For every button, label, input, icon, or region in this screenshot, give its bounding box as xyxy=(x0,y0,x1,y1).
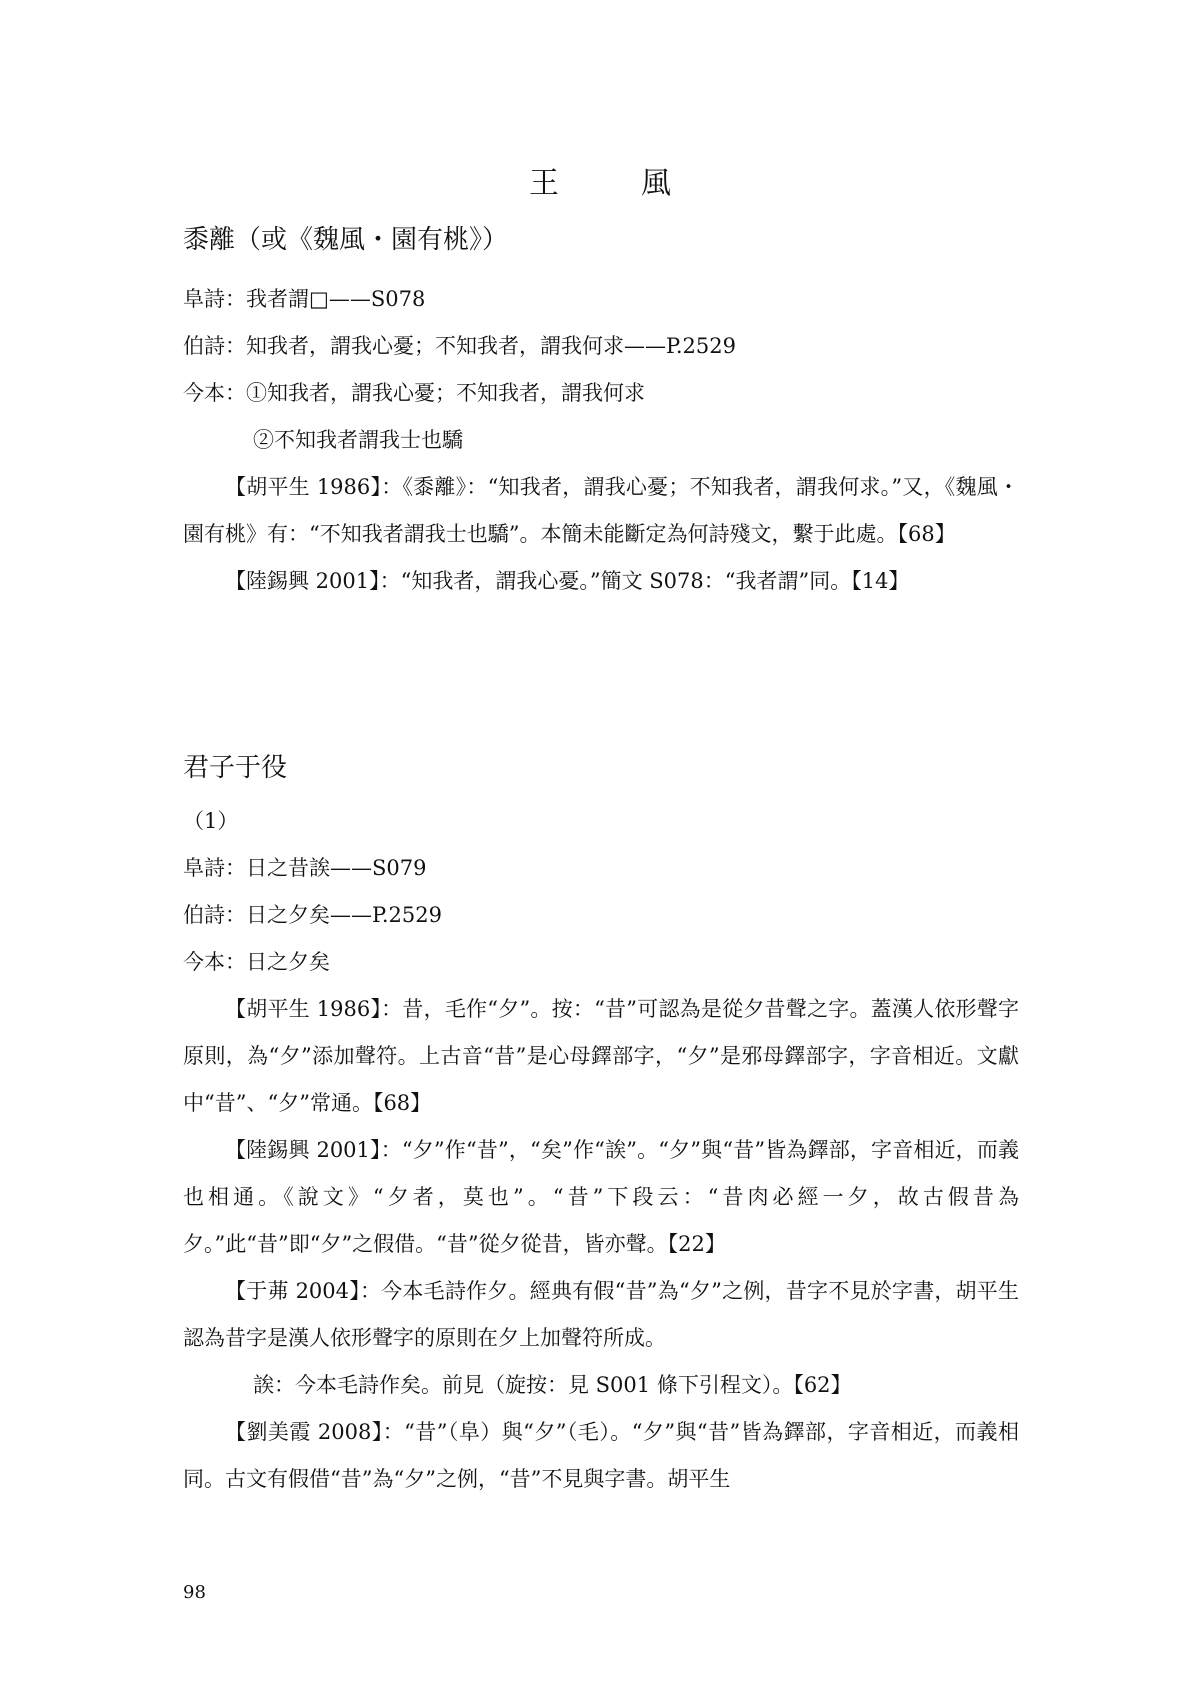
page-title: 王 風 xyxy=(529,166,697,201)
commentary-yu-2004-cont: 誒：今本毛詩作矣。前見（旋按：見 S001 條下引程文）。【62】 xyxy=(253,1373,852,1397)
bo-shi-line: 伯詩：知我者，謂我心憂；不知我者，謂我何求——P.2529 xyxy=(183,334,736,358)
fu-shi-line: 阜詩：我者謂□——S078 xyxy=(183,287,426,311)
section-shuli xyxy=(183,222,1019,605)
jin-ben-line: 今本：①知我者，謂我心憂；不知我者，謂我何求 xyxy=(183,381,645,405)
commentary-hu-1986: 【胡平生 1986】：《黍離》：“知我者，謂我心憂；不知我者，謂我何求。”又，《魏風・園有桃》有：“不知我者謂我士也驕”。本簡未能斷定為何詩殘文，繫于此處。【68】 xyxy=(183,475,1019,546)
section-heading-shuli: 黍離（或《魏風・園有桃》） xyxy=(183,225,509,255)
commentary-hu-1986: 【胡平生 1986】：昔，毛作“夕”。按：“昔”可認為是從夕昔聲之字。蓋漢人依形聲字原則，為“夕”添加聲符。上古音“昔”是心母鐸部字，“夕”是邪母鐸部字，字音相近。文獻中“昔”、“夕”常通。【68】 xyxy=(183,997,1019,1115)
bo-shi-line: 伯詩：日之夕矣——P.2529 xyxy=(183,903,442,927)
commentary-liu-2008: 【劉美霞 2008】：“昔”（阜）與“夕”（毛）。“夕”與“昔”皆為鐸部，字音相近，而義相同。古文有假借“昔”為“夕”之例，“昔”不見與字書。胡平生 xyxy=(183,1420,1019,1491)
section-heading-junzi: 君子于役 xyxy=(183,753,288,783)
jin-ben-line-2: ②不知我者謂我士也驕 xyxy=(253,428,463,452)
commentary-lu-2001: 【陸錫興 2001】：“知我者，謂我心憂。”簡文 S078：“我者謂”同。【14】 xyxy=(225,569,910,593)
jin-ben-line: 今本：日之夕矣 xyxy=(183,950,330,974)
fu-shi-line: 阜詩：日之昔誒——S079 xyxy=(183,856,427,880)
page-number: 98 xyxy=(183,1582,206,1603)
commentary-yu-2004: 【于茀 2004】：今本毛詩作夕。經典有假“昔”為“夕”之例，昔字不見於字書，胡平生認為昔字是漢人依形聲字的原則在夕上加聲符所成。 xyxy=(183,1279,1019,1350)
section-junzi-yuyi xyxy=(183,750,1019,1503)
commentary-lu-2001: 【陸錫興 2001】：“夕”作“昔”，“矣”作“誒”。“夕”與“昔”皆為鐸部，字音相近，而義也相通。《說文》“夕者，莫也”。“昔”下段云：“昔肉必經一夕，故古假昔為夕。”此“昔”即“夕”之假借。“昔”從夕從昔，皆亦聲。【22】 xyxy=(183,1138,1019,1256)
sub-number: （1） xyxy=(183,809,239,833)
